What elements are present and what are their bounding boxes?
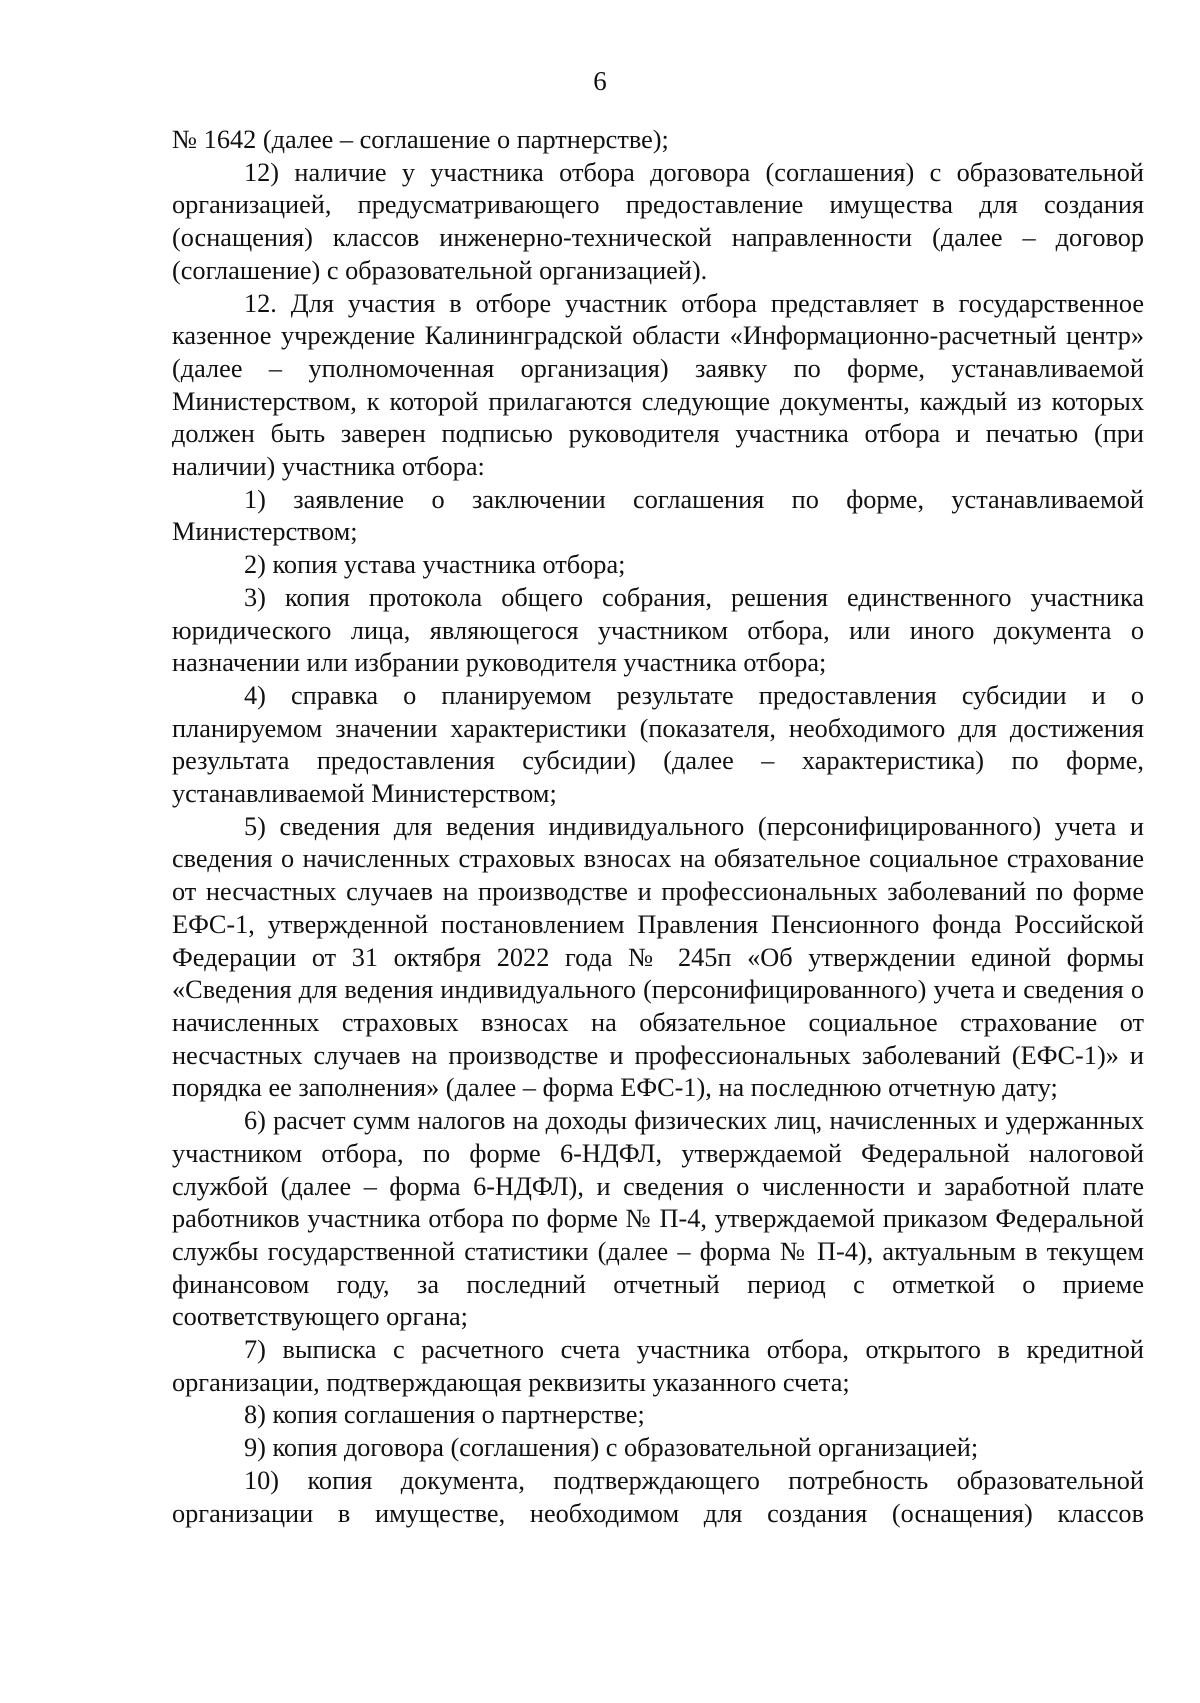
list-item-9: 9) копия договора (соглашения) с образовательной организацией; [244,1433,979,1463]
list-item-3: 3) копия протокола общего собрания, решения единственного участника юридического лица, являющегося участником отбора, или иного документа о назначении или избрании руководителя участника отбора; [172,582,1144,678]
list-item-7: 7) выписка с расчетного счета участника отбора, открытого в кредитной организации, подтверждающая реквизиты указанного счета; [172,1335,1144,1397]
paragraph-section-12: 12. Для участия в отборе участник отбора представляет в государственное казенное учреждение Калининградской области «Информационно-расчетный центр» (далее – уполномоченная организация) заявку по форме, устанавливаемой Министерством, к которой прилагаются следующие документы, каждый из которых должен быть заверен подписью руководителя участника отбора и печатью (при наличии) участника отбора: [172,288,1144,482]
paragraph-item-12-partner-agreement: 12) наличие у участника отбора договора (соглашения) с образовательной организацией, предусматривающего предоставление имущества для создания (оснащения) классов инженерно-технической направленности (далее – договор (соглашение) с образовательной организацией). [172,157,1144,285]
list-item-8: 8) копия соглашения о партнерстве; [244,1400,645,1430]
paragraph-continuation: № 1642 (далее – соглашение о партнерстве); [172,125,669,154]
list-item-1: 1) заявление о заключении соглашения по форме, устанавливаемой Министерством; [172,484,1144,547]
list-item-2: 2) копия устава участника отбора; [244,550,626,580]
list-item-10: 10) копия документа, подтверждающего потребность образовательной организации в имуществе, необходимом для создания (оснащения) классов [172,1465,1144,1528]
list-item-5: 5) сведения для ведения индивидуального (персонифицированного) учета и сведения о начисленных страховых взносах на обязательное социальное страхование от несчастных случаев на производстве и профессиональных заболеваний по форме ЕФС-1, утвержденной постановлением Правления Пенсионного фонда Российской Федерации от 31 октября 2022 года № 245п «Об утверждении единой формы «Сведения для ведения индивидуального (персонифицированного) учета и сведения о начисленных страховых взносах на обязательное социальное страхование от несчастных случаев на производстве и профессиональных заболеваний (ЕФС-1)» и порядка ее заполнения» (далее – форма ЕФС-1), на последнюю отчетную дату; [172,811,1144,1103]
page-number: 6 [593,66,607,96]
list-item-6: 6) расчет сумм налогов на доходы физических лиц, начисленных и удержанных участником отбора, по форме 6-НДФЛ, утверждаемой Федеральной налоговой службой (далее – форма 6-НДФЛ), и сведения о численности и заработной плате работников участника отбора по форме № П-4, утверждаемой приказом Федеральной службы государственной статистики (далее – форма № П-4), актуальным в текущем финансовом году, за последний отчетный период с отметкой о приеме соответствующего органа; [172,1106,1144,1332]
list-item-4: 4) справка о планируемом результате предоставления субсидии и о планируемом значении характеристики (показателя, необходимого для достижения результата предоставления субсидии) (далее – характеристика) по форме, устанавливаемой Министерством; [172,680,1144,809]
document-body [172,124,1144,1530]
